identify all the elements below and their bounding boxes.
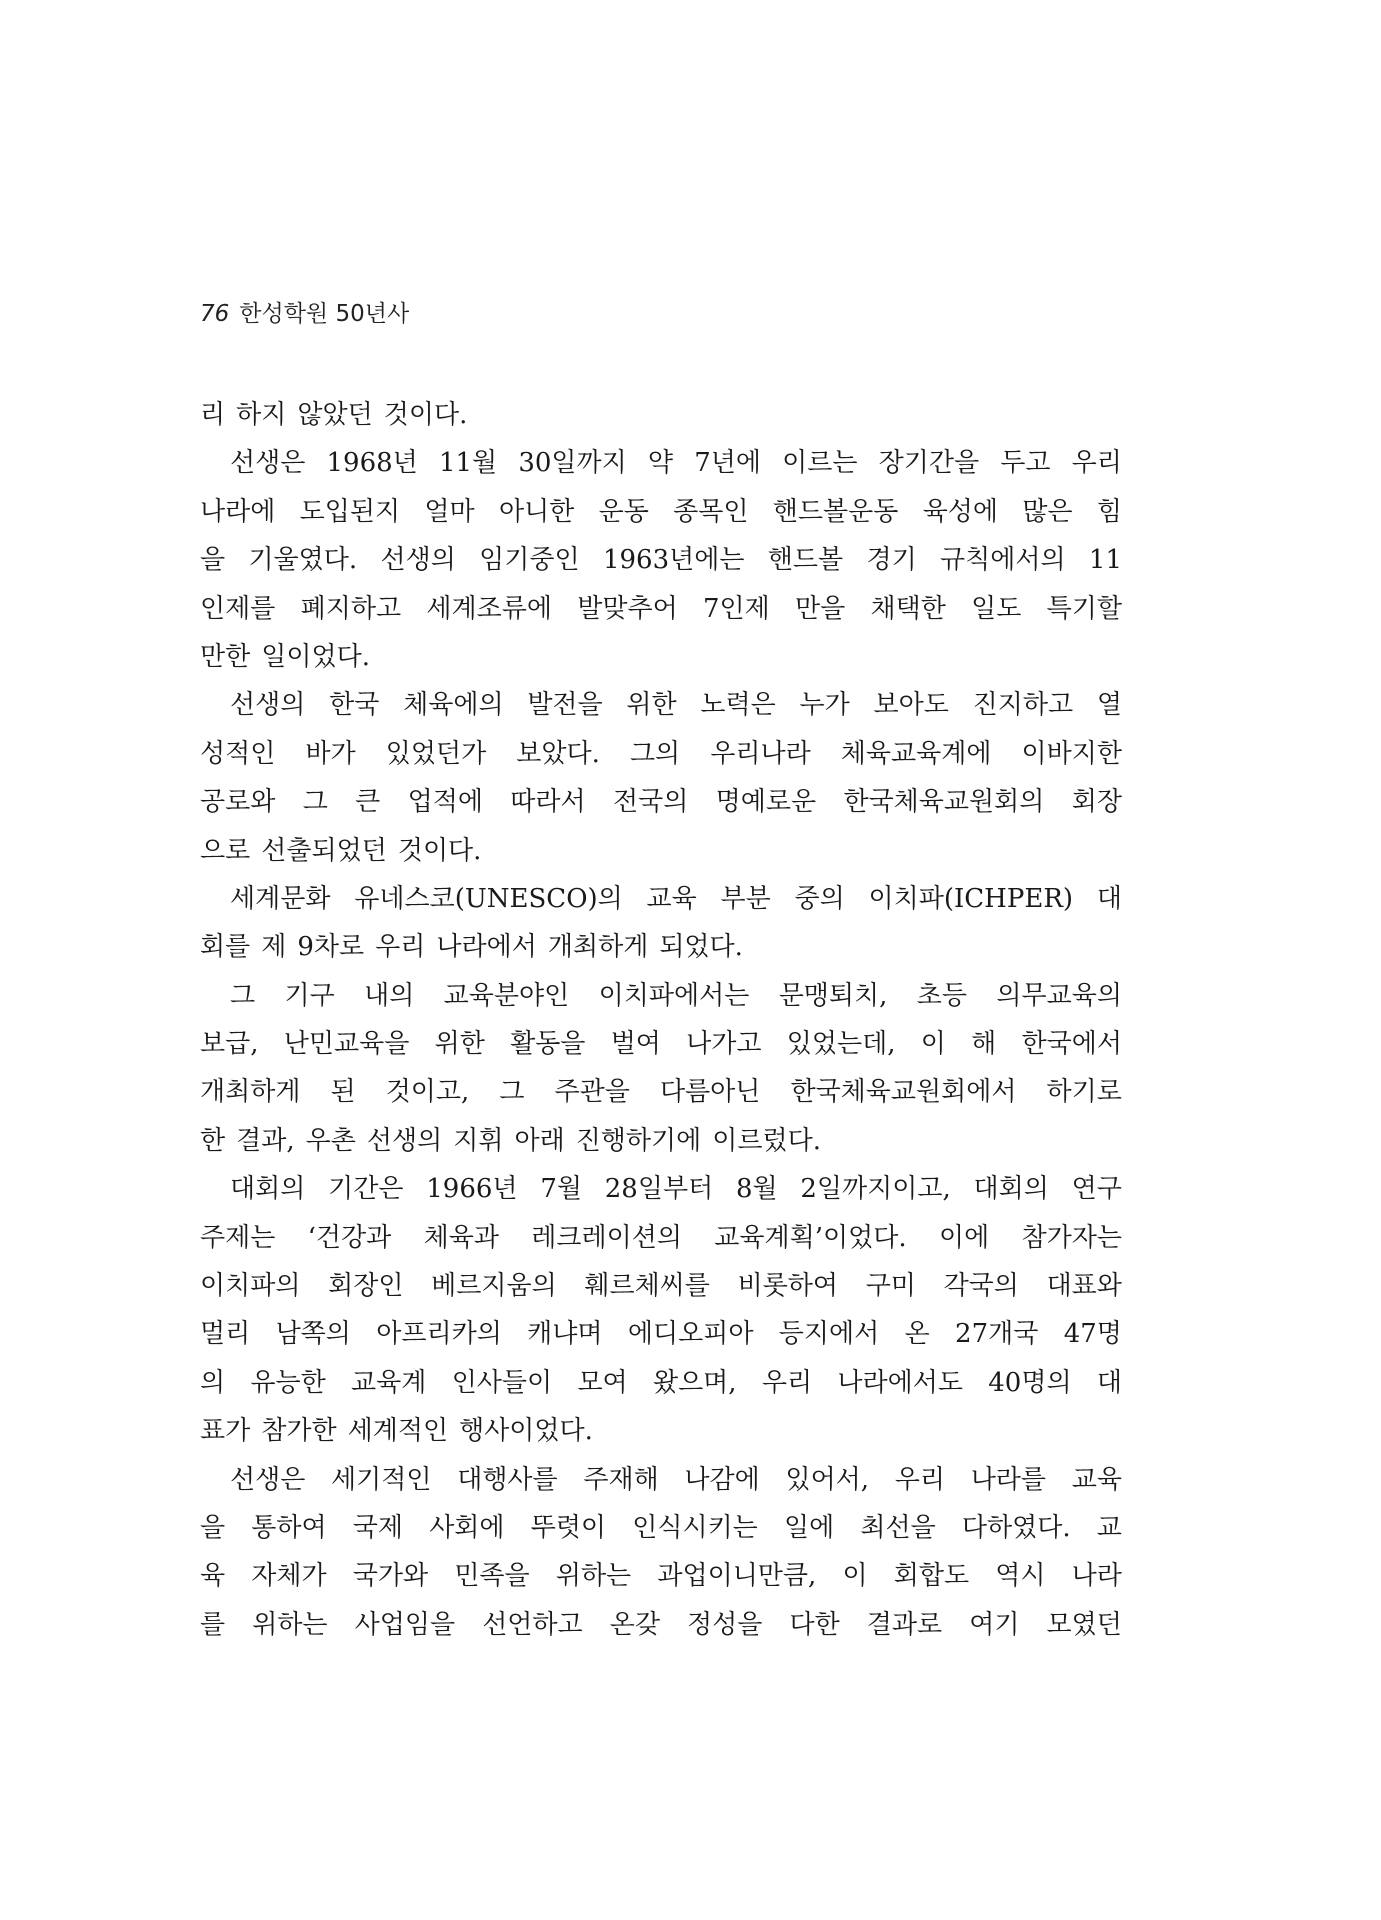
word: 위하는: [252, 1609, 328, 1640]
word: 만한: [200, 641, 251, 672]
word: 우리: [894, 1464, 945, 1495]
word: 선생의: [366, 1125, 443, 1156]
word: 각국의: [943, 1271, 1019, 1302]
word: 교육: [1071, 1464, 1122, 1495]
word: 교육분야인: [443, 980, 570, 1011]
word: 세계조류에: [426, 593, 552, 624]
text-line: [200, 923, 1122, 971]
word: 기울였다.: [248, 545, 358, 576]
word: 우리: [761, 1367, 813, 1398]
word: 유능한: [250, 1367, 326, 1398]
word: 보아도: [873, 690, 949, 721]
word: 일도: [971, 593, 1022, 624]
word: 모여: [577, 1367, 628, 1398]
word: 많은: [1022, 496, 1073, 527]
word: 그: [499, 1077, 525, 1108]
word: 아래: [514, 1125, 565, 1156]
word: 이르렀다.: [712, 1125, 822, 1156]
word: 한국에서: [1021, 1029, 1122, 1060]
word: 회를: [200, 932, 251, 963]
word: 업적에: [407, 787, 483, 818]
word: 역시: [995, 1561, 1046, 1592]
text-line: [200, 439, 1122, 487]
text-line: [200, 1456, 1122, 1504]
word: 8월: [735, 1174, 778, 1205]
word: 체육교육계에: [840, 738, 992, 769]
word: 바가: [305, 738, 356, 769]
word: 이치파의: [200, 1271, 301, 1302]
word: 대회의: [230, 1174, 306, 1205]
word: 활동을: [510, 1029, 586, 1060]
word: 2일까지이고,: [800, 1174, 951, 1205]
word: 레크레이션의: [531, 1222, 682, 1253]
word: 선생은: [230, 448, 306, 479]
word: 채택한: [870, 593, 946, 624]
word: 일이었다.: [261, 641, 370, 672]
word: 발맞추어: [577, 593, 678, 624]
word: 있었던가: [385, 738, 487, 769]
text-line: [200, 391, 1122, 439]
word: 세기적인: [331, 1464, 432, 1495]
word: 다한: [789, 1609, 840, 1640]
word: 으로: [200, 835, 251, 866]
word: 이에: [938, 1222, 990, 1253]
word: 특기할: [1046, 593, 1122, 624]
word: 를: [200, 1609, 226, 1640]
word: 선언하고: [482, 1609, 583, 1640]
word: 육성에: [922, 496, 999, 527]
word: 대: [1096, 883, 1122, 914]
word: 난민교육을: [283, 1029, 410, 1060]
word: 그: [302, 787, 328, 818]
word: 위한: [434, 1029, 485, 1060]
word: 진지하고: [972, 690, 1074, 721]
word: 기간은: [328, 1174, 404, 1205]
word: 있어서,: [785, 1464, 870, 1495]
word: 1963년에는: [602, 545, 745, 576]
word: 지휘: [453, 1125, 504, 1156]
word: 개최하게: [200, 1077, 301, 1108]
word: 베르지움의: [431, 1271, 557, 1302]
word: 그: [230, 980, 256, 1011]
word: 보급,: [200, 1029, 259, 1060]
word: 이르는: [782, 448, 858, 479]
word: 우리나라: [710, 738, 811, 769]
word: 큰: [355, 787, 381, 818]
text-line: [200, 1020, 1122, 1068]
word: 대표와: [1046, 1271, 1122, 1302]
text-line: [200, 827, 1122, 875]
word: 만을: [795, 593, 846, 624]
word: 진행하기에: [575, 1125, 702, 1156]
word: 위한: [626, 690, 677, 721]
word: 폐지하고: [300, 593, 402, 624]
word: 나가고: [686, 1029, 762, 1060]
word: 발전을: [527, 690, 603, 721]
word: 나라에서: [436, 932, 537, 963]
text-line: [200, 681, 1122, 729]
word: 따라서: [510, 787, 586, 818]
word: 두고: [1000, 448, 1051, 479]
word: 초등: [916, 980, 968, 1011]
text-line: [200, 730, 1122, 778]
word: 우리: [375, 932, 426, 963]
word: 표가: [200, 1416, 251, 1447]
word: 핸드볼운동: [772, 496, 899, 527]
word: 의: [200, 1367, 226, 1398]
text-line: [200, 536, 1122, 584]
word: 을: [200, 1512, 226, 1543]
text-line: [200, 1504, 1122, 1552]
text-line: [200, 1601, 1122, 1649]
word: 하지: [236, 400, 287, 430]
page-number: 76: [200, 301, 230, 327]
text-line: [200, 633, 1122, 681]
word: 다름아닌: [659, 1077, 761, 1108]
word: 이: [920, 1029, 946, 1060]
word: 인제를: [200, 593, 276, 624]
word: 것이다.: [397, 835, 482, 866]
word: 운동: [598, 496, 649, 527]
word: 훼르체씨를: [584, 1271, 710, 1302]
word: 육: [200, 1561, 226, 1592]
text-line: [200, 1310, 1122, 1358]
word: 9차로: [297, 932, 365, 963]
word: 도입된지: [299, 496, 401, 527]
word: 보았다.: [516, 738, 600, 769]
word: 힘: [1096, 496, 1122, 527]
word: 핸드볼: [767, 545, 844, 576]
word: 국제: [352, 1512, 404, 1543]
word: 대행사를: [457, 1464, 558, 1495]
word: 대: [1096, 1367, 1122, 1398]
word: 여기: [969, 1609, 1020, 1640]
word: 이치파에서는: [598, 980, 750, 1011]
word: 문맹퇴치,: [778, 980, 888, 1011]
word: 교: [1096, 1512, 1122, 1543]
word: 리: [200, 400, 226, 430]
word: 있었는데,: [786, 1029, 896, 1060]
word: 아프리카의: [376, 1319, 502, 1350]
word: 사업임을: [354, 1609, 456, 1640]
word: 사회에: [429, 1512, 505, 1543]
word: 선출되었던: [261, 835, 387, 866]
word: 회장: [1071, 787, 1122, 818]
word: 나라를: [970, 1464, 1047, 1495]
text-line: [200, 972, 1122, 1020]
word: 교육계획’이었다.: [714, 1222, 907, 1253]
word: 27개국: [955, 1319, 1039, 1350]
word: 등지에서: [778, 1319, 880, 1350]
word: 회합도: [893, 1561, 970, 1592]
word: 회장인: [328, 1271, 404, 1302]
word: 대회의: [973, 1174, 1049, 1205]
word: 되었다.: [659, 932, 743, 963]
word: 선생은: [230, 1464, 306, 1495]
word: 내의: [364, 980, 415, 1011]
word: 47명: [1063, 1319, 1122, 1350]
word: 개최하게: [547, 932, 649, 963]
word: 명예로운: [715, 787, 817, 818]
word: 결과,: [236, 1125, 295, 1156]
text-line: [200, 1068, 1122, 1116]
word: 나라에서도: [837, 1367, 963, 1398]
word: 한국체육교원회의: [843, 787, 1045, 818]
running-header: [200, 298, 409, 330]
word: 부분: [720, 883, 771, 914]
word: 우리: [1071, 448, 1122, 479]
word: 왔으며,: [652, 1367, 737, 1398]
word: 나라에: [200, 496, 276, 527]
word: 모였던: [1046, 1609, 1122, 1640]
word: 참가한: [261, 1416, 337, 1447]
word: 멀리: [200, 1319, 251, 1350]
word: 나감에: [684, 1464, 760, 1495]
word: 약: [647, 448, 674, 479]
word: 구미: [865, 1271, 916, 1302]
word: 않았던: [297, 400, 373, 430]
word: 7월: [540, 1174, 582, 1205]
word: 교육계: [351, 1367, 427, 1398]
text-line: [200, 1165, 1122, 1213]
word: 벌여: [610, 1029, 661, 1060]
word: 장기간을: [878, 448, 980, 479]
word: 기구: [284, 980, 335, 1011]
word: 아니한: [498, 496, 575, 527]
word: 에디오피아: [627, 1319, 754, 1350]
word: 이: [842, 1561, 868, 1592]
word: 중의: [794, 883, 845, 914]
word: 인식시키는: [632, 1512, 758, 1543]
word: 7년에: [694, 448, 761, 479]
text-line: [200, 1359, 1122, 1407]
word: 유네스코(UNESCO)의: [354, 883, 623, 914]
text-line: [200, 1262, 1122, 1310]
word: 임기중인: [479, 545, 580, 576]
word: 이치파(ICHPER): [868, 883, 1074, 914]
text-line: [200, 488, 1122, 536]
word: 인사들이: [451, 1367, 553, 1398]
word: 다하였다.: [961, 1512, 1071, 1543]
word: 체육에의: [403, 690, 504, 721]
word: 참가자는: [1021, 1222, 1122, 1253]
word: 선생의: [230, 690, 306, 721]
word: 하기로: [1046, 1077, 1122, 1108]
word: 체육과: [423, 1222, 499, 1253]
word: 한국: [329, 690, 380, 721]
text-line: [200, 778, 1122, 826]
word: ‘건강과: [307, 1222, 392, 1253]
word: 행사이었다.: [459, 1416, 593, 1447]
text-line: [200, 1552, 1122, 1600]
word: 30일까지: [518, 448, 627, 479]
word: 을: [200, 545, 226, 576]
word: 한: [200, 1125, 226, 1156]
word: 최선을: [860, 1512, 936, 1543]
word: 7인제: [702, 593, 770, 624]
word: 1968년: [326, 448, 418, 479]
word: 성적인: [200, 738, 276, 769]
word: 종목인: [673, 496, 749, 527]
word: 얼마: [424, 496, 475, 527]
word: 것이고,: [385, 1077, 470, 1108]
word: 주관을: [554, 1077, 630, 1108]
word: 과업이니만큼,: [657, 1561, 817, 1592]
word: 11월: [438, 448, 498, 479]
text-line: [200, 1117, 1122, 1165]
word: 이바지한: [1021, 738, 1122, 769]
word: 남쪽의: [275, 1319, 351, 1350]
word: 공로와: [200, 787, 276, 818]
word: 우촌: [305, 1125, 356, 1156]
word: 주제는: [200, 1222, 276, 1253]
word: 비롯하여: [737, 1271, 839, 1302]
word: 경기: [866, 545, 917, 576]
word: 결과로: [866, 1609, 943, 1640]
word: 캐냐며: [527, 1319, 603, 1350]
word: 한국체육교원회에서: [790, 1077, 1017, 1108]
word: 세계적인: [347, 1416, 449, 1447]
word: 제: [261, 932, 287, 963]
word: 선생의: [380, 545, 456, 576]
word: 온갖: [609, 1609, 660, 1640]
word: 전국의: [612, 787, 689, 818]
text-line: [200, 1407, 1122, 1455]
word: 것이다.: [383, 400, 468, 430]
word: 된: [330, 1077, 356, 1108]
word: 28일부터: [604, 1174, 714, 1205]
word: 온: [904, 1319, 930, 1350]
word: 의무교육의: [996, 980, 1122, 1011]
word: 뚜렷이: [530, 1512, 607, 1543]
word: 정성을: [687, 1609, 763, 1640]
word: 노력은: [700, 690, 776, 721]
word: 누가: [799, 690, 850, 721]
word: 일에: [783, 1512, 835, 1543]
word: 국가와: [352, 1561, 429, 1592]
word: 그의: [629, 738, 681, 769]
word: 1966년: [426, 1174, 518, 1205]
word: 세계문화: [230, 883, 331, 914]
text-line: [200, 1214, 1122, 1262]
word: 통하여: [251, 1512, 327, 1543]
word: 11: [1088, 545, 1122, 576]
word: 열: [1096, 690, 1122, 721]
word: 해: [971, 1029, 997, 1060]
word: 민족을: [454, 1561, 530, 1592]
word: 자체가: [251, 1561, 327, 1592]
running-title: 한성학원 50년사: [239, 301, 410, 327]
text-line: [200, 875, 1122, 923]
word: 연구: [1071, 1174, 1122, 1205]
word: 주재해: [583, 1464, 659, 1495]
word: 나라: [1071, 1561, 1122, 1592]
word: 규칙에서의: [940, 545, 1066, 576]
text-line: [200, 585, 1122, 633]
word: 위하는: [555, 1561, 632, 1592]
body-text: [200, 391, 1122, 1649]
word: 교육: [646, 883, 697, 914]
word: 40명의: [988, 1367, 1072, 1398]
